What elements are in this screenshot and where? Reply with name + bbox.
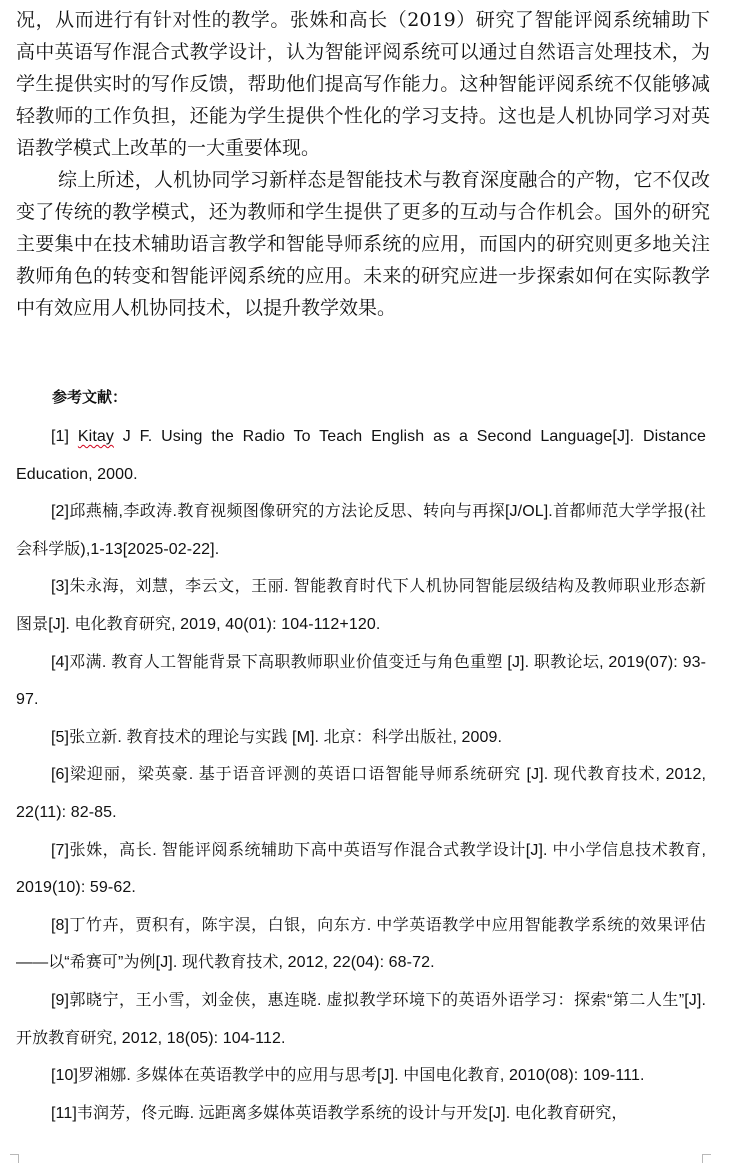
reference-text: 张立新. 教育技术的理论与实践 [M]. 北京：科学出版社, 2009.: [69, 728, 503, 746]
reference-text: 邱燕楠,李政涛.教育视频图像研究的方法论反思、转向与再探[J/OL].首都师范大学学报(社会科学版),1-13[2025-02-22].: [16, 503, 706, 558]
reference-text: 梁迎丽，梁英豪. 基于语音评测的英语口语智能导师系统研究 [J]. 现代教育技术, 2012, 22(11): 82-85.: [16, 766, 706, 821]
reference-text: 韦润芳，佟元晦. 远距离多媒体英语教学系统的设计与开发[J]. 电化教育研究，: [76, 1104, 628, 1122]
reference-item-8: [16, 907, 706, 982]
page-corner-mark-right: [702, 1154, 711, 1163]
reference-item-5: [16, 719, 706, 757]
reference-number: [11]: [51, 1104, 77, 1122]
reference-text: 丁竹卉，贾积有，陈宇淏，白银，向东方. 中学英语教学中应用智能教学系统的效果评估——以“希赛可”为例[J]. 现代教育技术, 2012, 22(04): 68-72.: [16, 916, 706, 972]
reference-number: [5]: [51, 728, 70, 746]
reference-item-7: [16, 832, 706, 907]
reference-number: [2]: [51, 503, 70, 521]
body-paragraph-1: 况，从而进行有针对性的教学。张姝和高长（2019）研究了智能评阅系统辅助下高中英语写作混合式教学设计，认为智能评阅系统可以通过自然语言处理技术，为学生提供实时的写作反馈，帮助他们提高写作能力。这种智能评阅系统不仅能够减轻教师的工作负担，还能为学生提供个性化的学习支持。这也是人机协同学习对英语教学模式上改革的一大重要体现。: [16, 9, 710, 159]
reference-text: 朱永海，刘慧，李云文，王丽. 智能教育时代下人机协同智能层级结构及教师职业形态新图景[J]. 电化教育研究, 2019, 40(01): 104-112+120.: [16, 578, 706, 633]
reference-text: 张姝，高长. 智能评阅系统辅助下高中英语写作混合式教学设计[J]. 中小学信息技术教育, 2019(10): 59-62.: [16, 841, 706, 897]
reference-text: 郭晓宁，王小雪，刘金侠，惠连晓. 虚拟教学环境下的英语外语学习：探索“第二人生”[J]. 开放教育研究, 2012, 18(05): 104-112.: [16, 991, 706, 1047]
reference-text: 邓满. 教育人工智能背景下高职教师职业价值变迁与角色重塑 [J]. 职教论坛, 2019(07): 93-97.: [16, 653, 706, 709]
reference-number: [4]: [51, 653, 70, 671]
reference-item-1: [16, 418, 706, 493]
reference-item-3: [16, 568, 706, 643]
reference-number: [9]: [51, 991, 70, 1009]
reference-number: [8]: [51, 916, 70, 934]
reference-item-4: [16, 644, 706, 719]
reference-item-9: [16, 982, 706, 1057]
spellcheck-flagged-word[interactable]: Kitay: [77, 428, 114, 445]
reference-item-6: [16, 756, 706, 831]
reference-number: [3]: [51, 578, 70, 596]
reference-number: [1]: [51, 428, 70, 445]
references-heading: 参考文献：: [52, 388, 128, 406]
reference-list: [16, 418, 706, 1132]
reference-number: [6]: [51, 766, 70, 784]
reference-number: [7]: [51, 841, 70, 859]
reference-text: 罗湘娜. 多媒体在英语教学中的应用与思考[J]. 中国电化教育, 2010(08): 109-111.: [78, 1067, 645, 1085]
reference-number: [10]: [51, 1067, 79, 1085]
reference-item-10: [16, 1057, 706, 1095]
body-paragraph-2: 综上所述，人机协同学习新样态是智能技术与教育深度融合的产物，它不仅改变了传统的教学模式，还为教师和学生提供了更多的互动与合作机会。国外的研究主要集中在技术辅助语言教学和智能导师系统的应用，而国内的研究则更多地关注教师角色的转变和智能评阅系统的应用。未来的研究应进一步探索如何在实际教学中有效应用人机协同技术，以提升教学效果。: [16, 169, 710, 319]
reference-text: J F. Using the Radio To Teach English as a Second Language[J]. Distance Education, 2000.: [16, 428, 707, 483]
reference-item-11: [16, 1095, 706, 1133]
page-corner-mark-left: [10, 1154, 19, 1163]
reference-item-2: [16, 493, 706, 568]
